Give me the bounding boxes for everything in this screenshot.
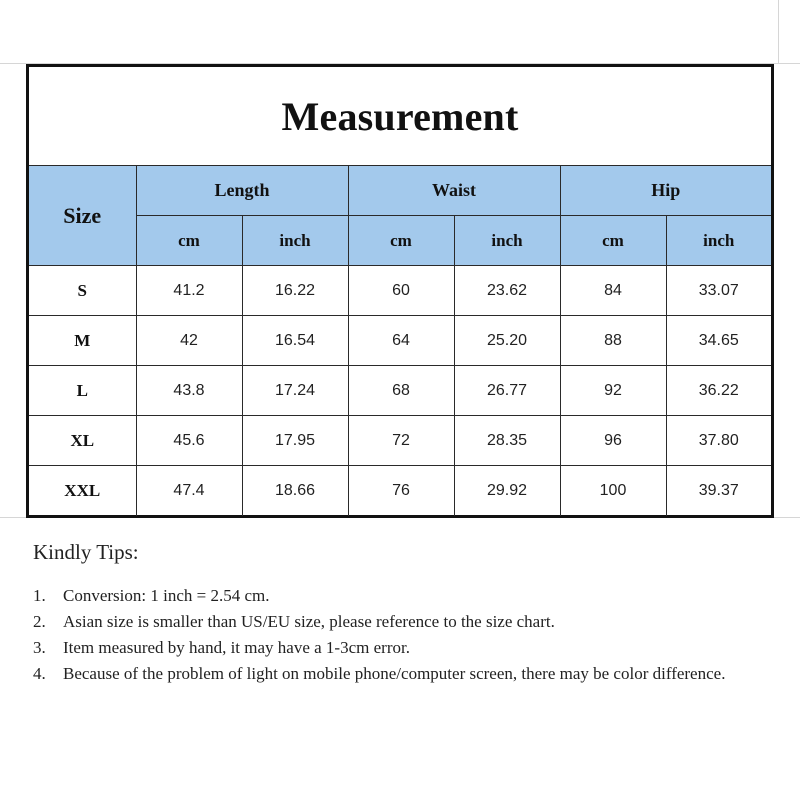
table-cell: 92 — [560, 366, 666, 416]
table-cell: 39.37 — [666, 466, 771, 516]
row-size-label: L — [29, 366, 136, 416]
table-cell: 42 — [136, 316, 242, 366]
table-cell: 33.07 — [666, 266, 771, 316]
table-cell: 76 — [348, 466, 454, 516]
table-cell: 43.8 — [136, 366, 242, 416]
table-cell: 34.65 — [666, 316, 771, 366]
tip-text: Asian size is smaller than US/EU size, please reference to the size chart. — [63, 612, 555, 631]
tips-section — [33, 540, 753, 687]
unit-header: inch — [454, 216, 560, 266]
table-cell: 84 — [560, 266, 666, 316]
hip-group-header: Hip — [560, 166, 771, 216]
list-item — [33, 583, 753, 609]
tip-text: Item measured by hand, it may have a 1-3cm error. — [63, 638, 410, 657]
table-cell: 29.92 — [454, 466, 560, 516]
table-cell: 16.54 — [242, 316, 348, 366]
waist-group-header: Waist — [348, 166, 560, 216]
row-size-label: XL — [29, 416, 136, 466]
tip-text: Conversion: 1 inch = 2.54 cm. — [63, 586, 270, 605]
tip-number: 4. — [33, 664, 46, 683]
unit-header: cm — [560, 216, 666, 266]
table-cell: 16.22 — [242, 266, 348, 316]
tip-text: Because of the problem of light on mobile phone/computer screen, there may be color difference. — [63, 664, 726, 683]
table-row — [29, 366, 771, 416]
table-cell: 96 — [560, 416, 666, 466]
table-cell: 26.77 — [454, 366, 560, 416]
table-cell: 28.35 — [454, 416, 560, 466]
table-cell: 23.62 — [454, 266, 560, 316]
table-cell: 47.4 — [136, 466, 242, 516]
table-cell: 37.80 — [666, 416, 771, 466]
table-row — [29, 466, 771, 516]
table-row — [29, 416, 771, 466]
unit-header: inch — [242, 216, 348, 266]
table-cell: 18.66 — [242, 466, 348, 516]
page-guide-line-right — [778, 0, 779, 64]
table-cell: 88 — [560, 316, 666, 366]
table-cell: 25.20 — [454, 316, 560, 366]
table-title: Measurement — [29, 67, 771, 166]
list-item — [33, 609, 753, 635]
tip-number: 2. — [33, 612, 46, 631]
size-column-header: Size — [29, 166, 136, 266]
size-table — [29, 67, 771, 516]
table-cell: 100 — [560, 466, 666, 516]
unit-header: cm — [348, 216, 454, 266]
row-size-label: M — [29, 316, 136, 366]
table-cell: 60 — [348, 266, 454, 316]
table-cell: 36.22 — [666, 366, 771, 416]
row-size-label: S — [29, 266, 136, 316]
table-cell: 72 — [348, 416, 454, 466]
table-cell: 17.95 — [242, 416, 348, 466]
table-cell: 41.2 — [136, 266, 242, 316]
list-item — [33, 661, 753, 687]
table-cell: 64 — [348, 316, 454, 366]
table-row — [29, 266, 771, 316]
tips-heading: Kindly Tips: — [33, 540, 139, 564]
tip-number: 1. — [33, 586, 46, 605]
unit-header: cm — [136, 216, 242, 266]
unit-header: inch — [666, 216, 771, 266]
table-cell: 68 — [348, 366, 454, 416]
tip-number: 3. — [33, 638, 46, 657]
list-item — [33, 635, 753, 661]
row-size-label: XXL — [29, 466, 136, 516]
tips-list — [33, 583, 753, 687]
table-row — [29, 316, 771, 366]
table-cell: 17.24 — [242, 366, 348, 416]
length-group-header: Length — [136, 166, 348, 216]
table-cell: 45.6 — [136, 416, 242, 466]
size-chart — [26, 64, 774, 518]
